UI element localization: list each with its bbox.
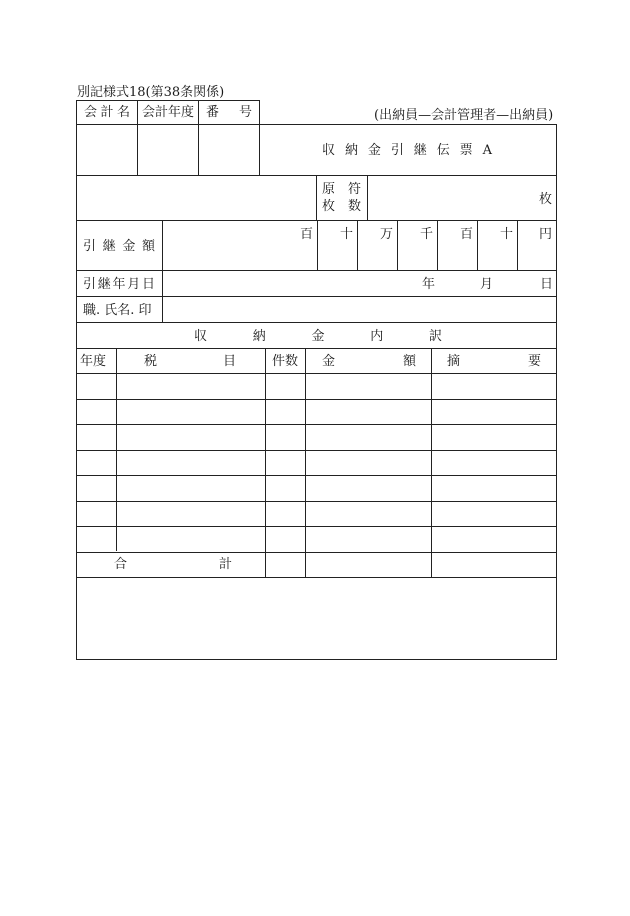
sheet-unit: 枚 xyxy=(539,192,553,207)
transfer-slip-form xyxy=(76,100,557,660)
form-caption: 別記様式18(第38条関係) xyxy=(77,85,225,100)
border-bottom xyxy=(76,659,557,660)
digit-line-4 xyxy=(437,220,438,270)
table-row-line-3 xyxy=(76,424,557,425)
table-row-line-7 xyxy=(76,526,557,527)
total-row-bottom xyxy=(76,577,557,578)
digit-line-3 xyxy=(397,220,398,270)
table-row-line-5 xyxy=(76,475,557,476)
table-row-line-8 xyxy=(76,552,557,553)
border-right xyxy=(556,124,557,660)
number-label: 番 号 xyxy=(206,105,252,120)
year-col-line xyxy=(116,348,117,551)
row-line-5 xyxy=(76,322,557,323)
col-header-year: 年度 xyxy=(80,354,107,369)
digit-line-2 xyxy=(357,220,358,270)
table-row-line-1 xyxy=(76,373,557,374)
fiscal-year-label: 会計年度 xyxy=(142,105,195,120)
routing-note: (出納員—会計管理者—出納員) xyxy=(374,108,554,123)
header-divider xyxy=(76,124,259,125)
digit-unit-6: 十 xyxy=(500,227,514,242)
header-col-line-1 xyxy=(137,100,138,175)
account-name-label: 会 計 名 xyxy=(84,105,130,120)
digit-unit-1: 百 xyxy=(300,227,314,242)
border-left xyxy=(76,100,77,660)
digit-line-5 xyxy=(477,220,478,270)
border-top-right xyxy=(259,124,557,125)
digit-line-1 xyxy=(317,220,318,270)
table-row-line-2 xyxy=(76,399,557,400)
total-label: 合 計 xyxy=(114,557,232,572)
transfer-date-label: 引 継 年 月 日 xyxy=(83,277,155,292)
border-header-right xyxy=(259,100,260,175)
digit-unit-7: 円 xyxy=(539,227,553,242)
breakdown-title: 収 納 金 内 訳 xyxy=(194,329,442,344)
amount-col-line xyxy=(431,348,432,577)
slip-title: 収 納 金 引 継 伝 票 A xyxy=(322,143,492,158)
table-row-line-4 xyxy=(76,450,557,451)
amount-label-line xyxy=(162,220,163,270)
border-top-left xyxy=(76,100,259,101)
table-row-line-6 xyxy=(76,501,557,502)
original-count-label-1: 原 符 xyxy=(322,182,362,197)
col-header-summary: 摘 要 xyxy=(447,354,541,369)
position-name-seal-label: 職. 氏名. 印 xyxy=(83,303,152,318)
orig-col-line-2 xyxy=(367,175,368,220)
header-col-line-2 xyxy=(198,100,199,175)
col-header-amount: 金 額 xyxy=(322,354,416,369)
digit-unit-5: 百 xyxy=(460,227,474,242)
col-header-count: 件数 xyxy=(272,354,299,369)
count-col-line xyxy=(305,348,306,577)
transfer-amount-label: 引 継 金 額 xyxy=(83,239,155,254)
digit-unit-2: 十 xyxy=(340,227,354,242)
tax-col-line xyxy=(265,348,266,577)
column-header-top xyxy=(76,348,557,349)
original-count-label-2: 枚 数 xyxy=(322,199,362,214)
orig-col-line-1 xyxy=(316,175,317,220)
digit-line-6 xyxy=(517,220,518,270)
row-line-3 xyxy=(76,270,557,271)
date-unit-month: 月 xyxy=(480,277,494,292)
date-unit-day: 日 xyxy=(540,277,554,292)
digit-unit-4: 千 xyxy=(420,227,434,242)
row-line-4 xyxy=(76,296,557,297)
digit-unit-3: 万 xyxy=(380,227,394,242)
col-header-tax-item: 税 目 xyxy=(144,354,236,369)
date-unit-year: 年 xyxy=(422,277,436,292)
